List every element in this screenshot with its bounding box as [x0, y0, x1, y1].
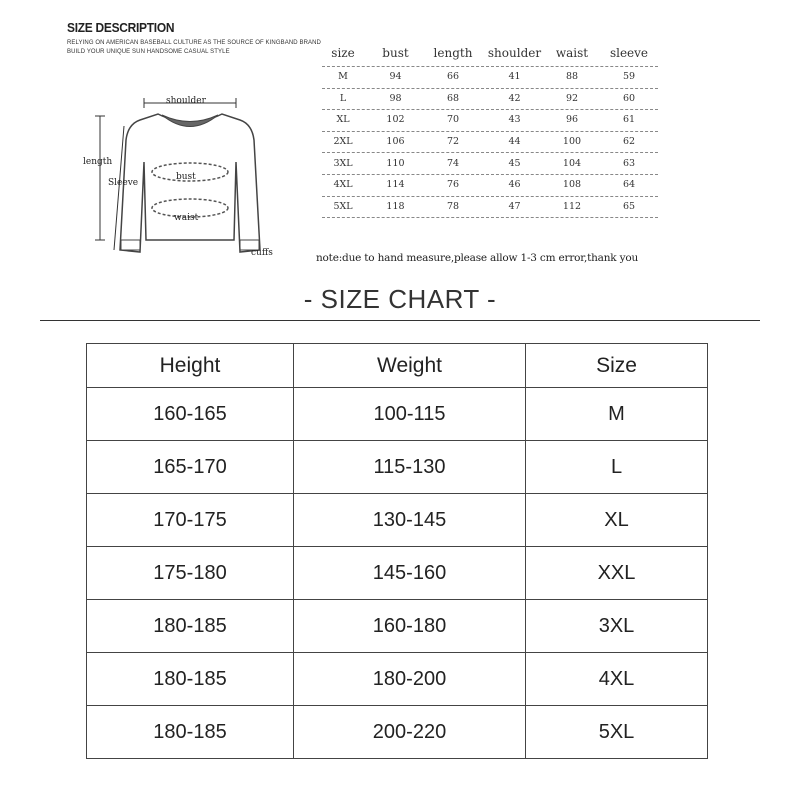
- measurement-cell: 4XL: [333, 179, 353, 191]
- measurement-row: [318, 196, 660, 218]
- size-cell: 3XL: [526, 600, 708, 653]
- size-chart-table: [86, 343, 708, 759]
- measurement-cell: 63: [622, 157, 636, 169]
- height-cell: 160-165: [87, 388, 294, 441]
- weight-cell: 160-180: [294, 600, 526, 653]
- measurement-row: [318, 152, 660, 174]
- measurement-cell: 3XL: [333, 157, 353, 169]
- table-row: [87, 441, 708, 494]
- measurement-cell: 47: [508, 200, 521, 212]
- size-cell: M: [526, 388, 708, 441]
- measurement-cell: 100: [562, 136, 582, 148]
- table-row: [87, 494, 708, 547]
- height-cell: 165-170: [87, 441, 294, 494]
- measurement-note: note:due to hand measure,please allow 1-3 cm error,thank you: [316, 252, 639, 264]
- measurement-cell: 106: [386, 136, 405, 148]
- measurement-row: [318, 109, 660, 131]
- table-row: [87, 388, 708, 441]
- measurement-cell: XL: [336, 114, 350, 126]
- measurement-cell: 104: [562, 157, 582, 169]
- measurement-cell: 59: [622, 71, 636, 83]
- height-cell: 175-180: [87, 547, 294, 600]
- measurement-cell: 61: [622, 114, 636, 126]
- table-row: [87, 600, 708, 653]
- measurement-header-cell: size: [331, 46, 355, 60]
- measurement-cell: 112: [562, 200, 582, 212]
- measurement-cell: 41: [508, 71, 521, 83]
- measurement-row: [318, 131, 660, 153]
- measurement-cell: 114: [386, 179, 405, 191]
- measurement-header-cell: length: [433, 46, 473, 60]
- measurement-cell: 46: [508, 179, 521, 191]
- measurement-cell: 65: [622, 200, 636, 212]
- height-header: Height: [87, 344, 294, 388]
- measurement-cell: 60: [622, 92, 636, 104]
- description-subtitle-line-2: BUILD YOUR UNIQUE SUN HANDSOME CASUAL STYLE: [67, 49, 230, 55]
- measurement-cell: 74: [446, 157, 460, 169]
- measurement-cell: 92: [565, 92, 579, 104]
- table-row: [87, 547, 708, 600]
- weight-cell: 100-115: [294, 388, 526, 441]
- measurement-header-cell: bust: [382, 46, 409, 60]
- measurement-cell: 108: [562, 179, 582, 191]
- cuffs-label: cuffs: [251, 248, 273, 258]
- measurement-header-row: [318, 40, 660, 66]
- weight-cell: 180-200: [294, 653, 526, 706]
- size-chart-header-row: [87, 344, 708, 388]
- height-cell: 170-175: [87, 494, 294, 547]
- measurement-cell: 2XL: [333, 136, 353, 148]
- measurement-cell: 102: [386, 114, 405, 126]
- measurement-cell: 62: [622, 136, 636, 148]
- measurement-cell: 94: [389, 71, 402, 83]
- size-cell: XL: [526, 494, 708, 547]
- height-cell: 180-185: [87, 600, 294, 653]
- measurement-cell: 70: [446, 114, 460, 126]
- waist-label: waist: [174, 213, 199, 223]
- measurement-header-cell: sleeve: [609, 46, 649, 60]
- height-cell: 180-185: [87, 653, 294, 706]
- measurement-cell: 64: [622, 179, 636, 191]
- measurement-row: [318, 66, 660, 88]
- table-row: [87, 706, 708, 759]
- measurement-cell: 88: [565, 71, 579, 83]
- measurement-header-cell: waist: [555, 46, 589, 60]
- measurement-cell: 68: [446, 92, 460, 104]
- weight-cell: 200-220: [294, 706, 526, 759]
- divider-line: [40, 320, 760, 321]
- length-label: length: [83, 157, 113, 167]
- measurement-cell: 45: [508, 157, 521, 169]
- weight-header: Weight: [294, 344, 526, 388]
- bust-label: bust: [176, 172, 196, 182]
- sleeve-label: Sleeve: [108, 178, 139, 188]
- measurement-cell: 5XL: [333, 200, 353, 212]
- shirt-outline: [120, 114, 260, 252]
- measurement-header-cell: shoulder: [487, 46, 542, 60]
- shoulder-label: shoulder: [166, 96, 206, 106]
- measurement-row: [318, 174, 660, 196]
- size-cell: L: [526, 441, 708, 494]
- measurement-cell: 78: [446, 200, 460, 212]
- measurement-cell: 110: [386, 157, 405, 169]
- size-cell: 5XL: [526, 706, 708, 759]
- measurement-row: [318, 88, 660, 110]
- size-header: Size: [526, 344, 708, 388]
- measurement-cell: L: [339, 92, 347, 104]
- height-cell: 180-185: [87, 706, 294, 759]
- size-chart-title: - SIZE CHART -: [303, 284, 497, 314]
- measurement-cell: 96: [565, 114, 579, 126]
- measurement-cell: 44: [508, 136, 521, 148]
- size-cell: XXL: [526, 547, 708, 600]
- measurement-cell: 66: [446, 71, 460, 83]
- measurement-cell: 72: [446, 136, 460, 148]
- measurement-cell: 76: [446, 179, 460, 191]
- weight-cell: 130-145: [294, 494, 526, 547]
- description-subtitle-line-1: RELYING ON AMERICAN BASEBALL CULTURE AS THE SOURCE OF KINGBAND BRAND: [67, 40, 321, 46]
- measurement-cell: 42: [508, 92, 521, 104]
- measurement-cell: 98: [389, 92, 402, 104]
- measurement-cell: M: [338, 71, 348, 83]
- measurement-cell: 118: [386, 200, 405, 212]
- measurement-cell: 43: [508, 114, 521, 126]
- measurement-table: [318, 40, 660, 218]
- weight-cell: 145-160: [294, 547, 526, 600]
- weight-cell: 115-130: [294, 441, 526, 494]
- table-row: [87, 653, 708, 706]
- size-description-title: SIZE DESCRIPTION: [67, 20, 175, 35]
- size-cell: 4XL: [526, 653, 708, 706]
